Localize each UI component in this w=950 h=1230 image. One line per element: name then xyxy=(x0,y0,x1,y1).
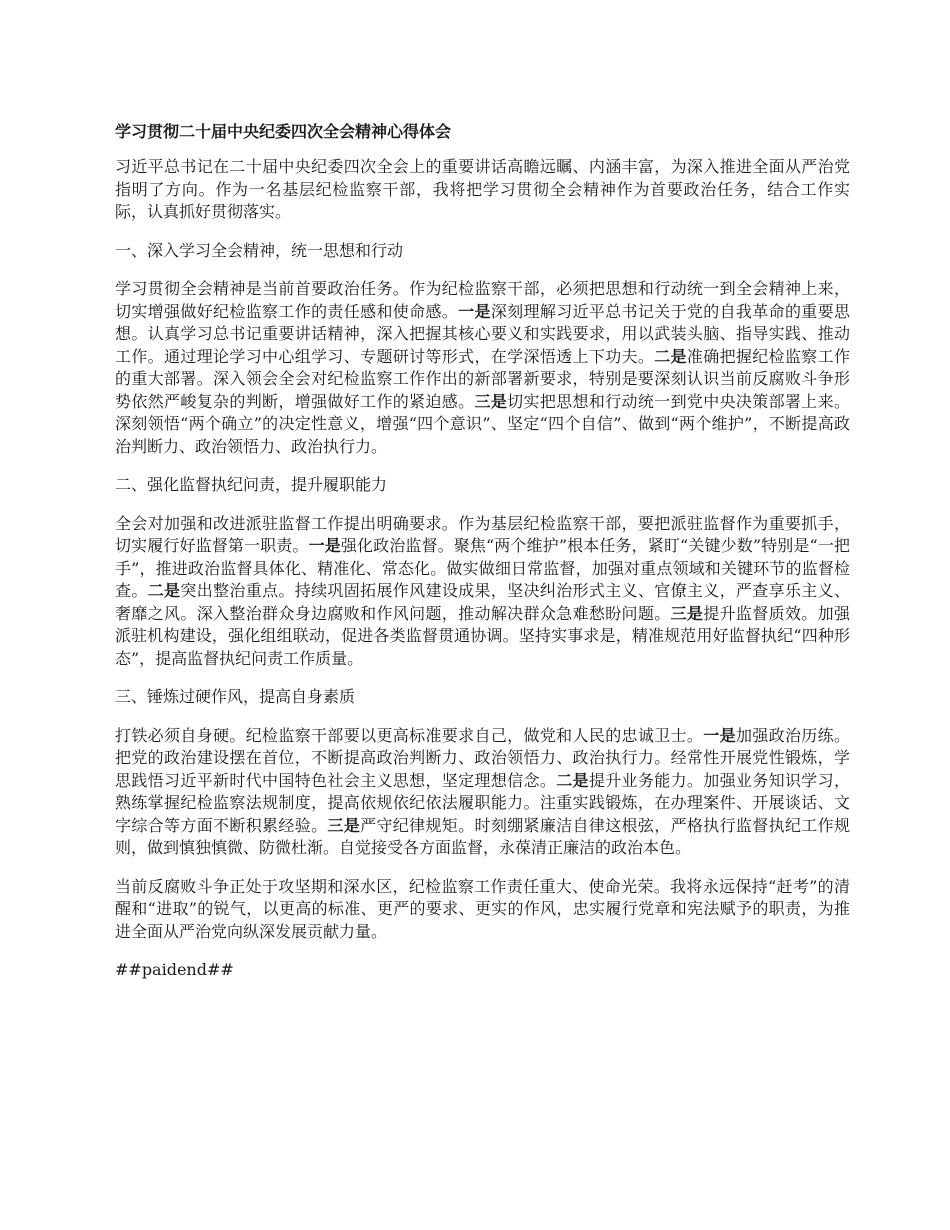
point-text: 准确把握纪检监察工作的重大部署。深入领会全会对纪检监察工作作出的新部署新要求，特别是要深刻认识当前反腐败斗争形势依然严峻复杂的判断，增强做好工作的紧迫感。 xyxy=(115,346,850,411)
point-marker: 二是 xyxy=(147,581,181,600)
point-marker: 三是 xyxy=(670,603,704,623)
document-page xyxy=(115,120,850,982)
point-marker: 二是 xyxy=(556,770,589,790)
point-marker: 三是 xyxy=(474,391,508,411)
intro-paragraph: 习近平总书记在二十届中央纪委四次全会上的重要讲话高瞻远瞩、内涵丰富，为深入推进全面从严治党指明了方向。作为一名基层纪检监察干部，我将把学习贯彻全会精神作为首要政治任务，结合工作实际，认真抓好贯彻落实。 xyxy=(115,157,850,221)
document-title: 学习贯彻二十届中央纪委四次全会精神心得体会 xyxy=(115,122,452,141)
point-marker: 一是 xyxy=(703,725,736,745)
point-text: 深刻理解习近平总书记关于党的自我革命的重要思想。认真学习总书记重要讲话精神，深入把握其核心要义和实践要求，用以武装头脑、指导实践、推动工作。通过理论学习中心组学习、专题研讨等形式，在学深悟透上下功夫。 xyxy=(115,301,850,366)
point-text: 提升业务能力。加强业务知识学习，熟练掌握纪检监察法规制度，提高依规依纪依法履职能力。注重实践锻炼，在办理案件、开展谈话、文字综合等方面不断积累经验。 xyxy=(115,770,850,835)
section-paragraph xyxy=(115,513,850,671)
point-text: 切实把思想和行动统一到党中央决策部署上来。深刻领悟“两个确立”的决定性意义，增强“四个意识”、坚定“四个自信”、做到“两个维护”，不断提高政治判断力、政治领悟力、政治执行力。 xyxy=(115,391,850,456)
point-text: 加强政治历练。把党的政治建设摆在首位，不断提高政治判断力、政治领悟力、政治执行力。经常性开展党性锻炼，学思践悟习近平新时代中国特色社会主义思想，坚定理想信念。 xyxy=(115,725,850,790)
section-paragraph xyxy=(115,725,850,860)
point-marker: 一是 xyxy=(458,301,491,321)
point-text: 突出整治重点。持续巩固拓展作风建设成果，坚决纠治形式主义、官僚主义，严查享乐主义、奢靡之风。深入整治群众身边腐败和作风问题，推动解决群众急难愁盼问题。 xyxy=(115,581,850,623)
point-marker: 三是 xyxy=(327,815,361,835)
section-lead: 全会对加强和改进派驻监督工作提出明确要求。作为基层纪检监察干部，要把派驻监督作为重要抓手，切实履行好监督第一职责。 xyxy=(115,513,850,555)
section-heading: 三、锤炼过硬作风，提高自身素质 xyxy=(115,687,356,706)
conclusion-paragraph: 当前反腐败斗争正处于攻坚期和深水区，纪检监察工作责任重大、使命光荣。我将永远保持“赶考”的清醒和“进取”的锐气，以更高的标准、更严的要求、更实的作风，忠实履行党章和宪法赋予的职责，为推进全面从严治党向纵深发展贡献力量。 xyxy=(115,876,850,941)
section-lead: 学习贯彻全会精神是当前首要政治任务。作为纪检监察干部，必须把思想和行动统一到全会精神上来，切实增强做好纪检监察工作的责任感和使命感。 xyxy=(115,279,850,321)
point-text: 严守纪律规矩。时刻绷紧廉洁自律这根弦，严格执行监督执纪工作规则，做到慎独慎微、防微杜渐。自觉接受各方面监督，永葆清正廉洁的政治本色。 xyxy=(115,815,850,857)
section-paragraph xyxy=(115,278,850,458)
end-marker: ##paidend## xyxy=(115,960,234,979)
section-heading: 二、强化监督执纪问责，提升履职能力 xyxy=(115,475,388,494)
point-text: 强化政治监督。聚焦“两个维护”根本任务，紧盯“关键少数”特别是“一把手”，推进政治监督具体化、精准化、常态化。做实做细日常监督，加强对重点领域和关键环节的监督检查。 xyxy=(115,536,850,600)
section-heading: 一、深入学习全会精神，统一思想和行动 xyxy=(115,240,404,260)
point-text: 提升监督质效。加强派驻机构建设，强化组组联动，促进各类监督贯通协调。坚持实事求是，精准规范用好监督执纪“四种形态”，提高监督执纪问责工作质量。 xyxy=(115,603,850,668)
section-lead: 打铁必须自身硬。纪检监察干部要以更高标准要求自己，做党和人民的忠诚卫士。 xyxy=(115,725,704,745)
point-marker: 一是 xyxy=(308,536,341,555)
point-marker: 二是 xyxy=(654,346,687,366)
